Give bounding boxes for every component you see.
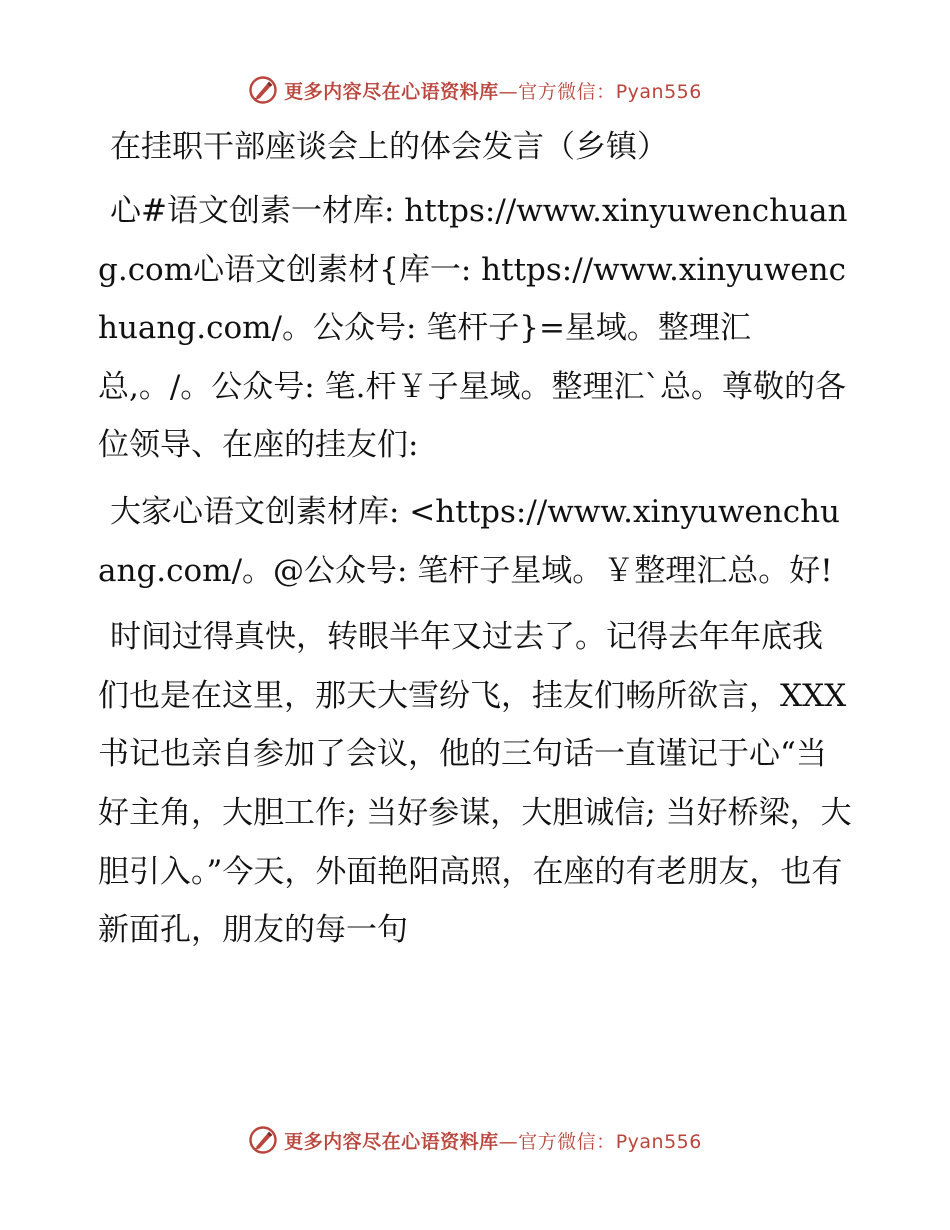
paragraph-2: 大家心语文创素材库: <https://www.xinyuwenchuang.com/。@公众号: 笔杆子星域。￥整理汇总。好! — [98, 493, 840, 589]
paragraph-1: 心#语文创素一材库: https://www.xinyuwenchuang.com心语文创素材{库一: https://www.xinyuwenchuang.com/。公众号: 笔杆子}=星域。整理汇总,。/。公众号: 笔.杆￥子星域。整理汇`总。尊敬的各位领导、在座的挂友们: — [98, 193, 848, 464]
pen-seal-icon — [248, 1125, 278, 1155]
banner-dash: — — [498, 80, 519, 103]
banner-brand-text: 更多内容尽在心语资料库 — [284, 1130, 499, 1153]
banner-wechat-label: 官方微信： — [518, 1130, 616, 1153]
pen-seal-icon — [248, 75, 278, 105]
document-body — [98, 124, 852, 968]
footer-banner — [0, 1122, 950, 1158]
header-banner — [0, 72, 950, 108]
banner-wechat-id: Pyan556 — [615, 80, 702, 103]
document-title: 在挂职干部座谈会上的体会发言（乡镇） — [110, 129, 668, 165]
banner-wechat-id: Pyan556 — [615, 1130, 702, 1153]
banner-dash: — — [498, 1130, 519, 1153]
paragraph-3: 时间过得真快，转眼半年又过去了。记得去年年底我们也是在这里，那天大雪纷飞，挂友们畅所欲言，XXX书记也亲自参加了会议，他的三句话一直谨记于心“当好主角，大胆工作; 当好参谋，大胆诚信; 当好桥梁，大胆引入。”今天，外面艳阳高照，在座的有老朋友，也有新面孔，朋友的每一句 — [98, 619, 852, 949]
banner-brand-text: 更多内容尽在心语资料库 — [284, 80, 499, 103]
banner-wechat-label: 官方微信： — [518, 80, 616, 103]
